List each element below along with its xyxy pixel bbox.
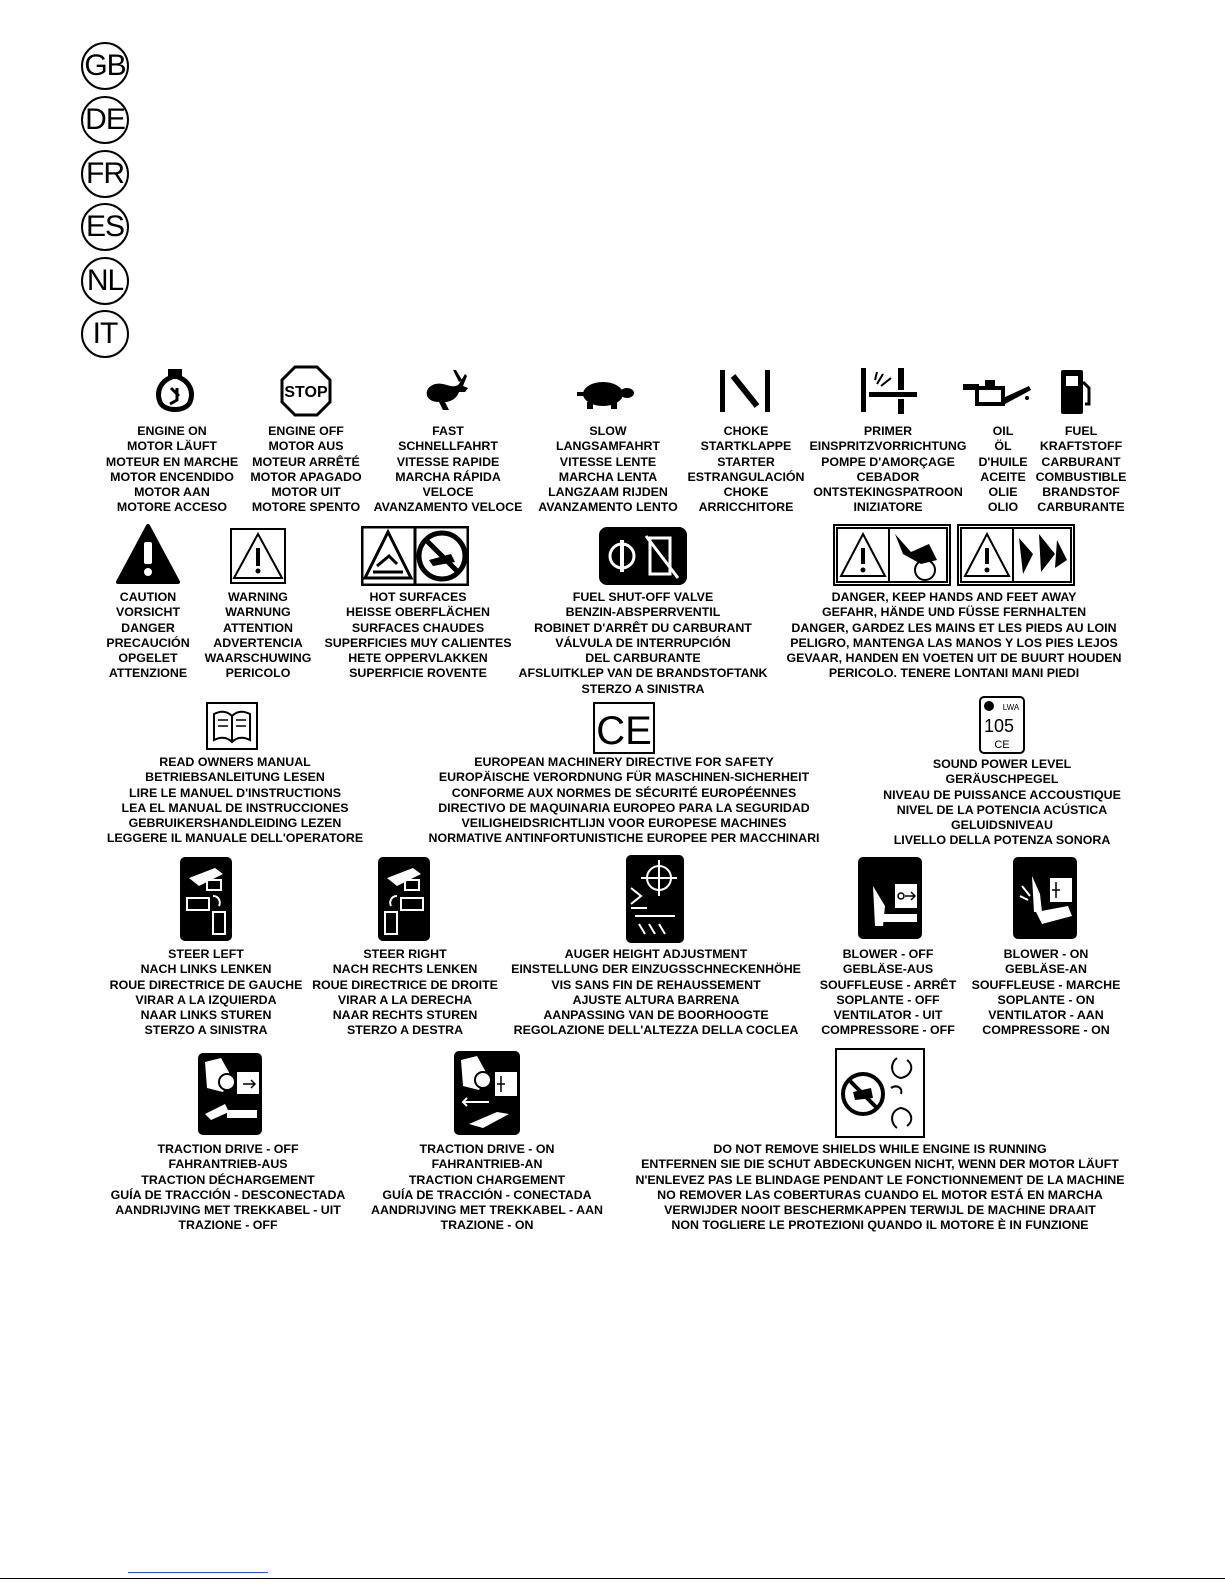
footer-divider	[0, 1578, 1225, 1579]
stop-sign-text: STOP	[284, 384, 328, 401]
label-steer-right: STEER RIGHT NACH RECHTS LENKEN ROUE DIRECTRICE DE DROITE VIRAR A LA DERECHA NAAR RECHTS STUREN STERZO A DESTRA	[312, 947, 498, 1038]
label-auger-height: AUGER HEIGHT ADJUSTMENT EINSTELLUNG DER EINZUGSSCHNECKENHÖHE VIS SANS FIN DE REHAUSSEMENT AJUSTE ALTURA BARRENA AANPASSING VAN DE BOORHOOGTE REGOLAZIONE DELL'ALTEZZA DELLA COCLEA	[511, 947, 801, 1038]
keep-hands-feet-away-icon	[833, 524, 1075, 586]
choke-icon	[717, 368, 773, 414]
stop-sign-icon	[279, 364, 333, 418]
auger-height-icon	[625, 854, 685, 944]
blower-off-icon	[857, 856, 923, 940]
label-do-not-remove-shields: DO NOT REMOVE SHIELDS WHILE ENGINE IS RUNNING ENTFERNEN SIE DIE SCHUT ABDECKUNGEN NICHT, WENN DER MOTOR LÄUFT N'ENLEVEZ PAS LE BLINDAGE PENDANT LE FONCTIONNEMENT DE LA MACHINE NO REMOVER LAS COBERTURAS CUANDO EL MOTOR ESTÁ EN MARCHA VERWIJDER NOOIT BESCHERMKAPPEN TERWIJL DE MACHINE DRAAIT NON TOGLIERE LE PROTEZIONI QUANDO IL MOTORE È IN FUNZIONE	[635, 1142, 1125, 1233]
hot-surfaces-icon	[361, 526, 469, 586]
primer-icon	[855, 366, 921, 416]
lang-badge-gb: GB	[81, 42, 129, 90]
lang-badge-fr: FR	[81, 150, 129, 198]
owners-manual-icon	[206, 702, 258, 750]
label-fuel-valve: FUEL SHUT-OFF VALVE BENZIN-ABSPERRVENTIL ROBINET D'ARRÊT DU CARBURANT VÁLVULA DE INTERRUPCIÓN DEL CARBURANTE AFSLUITKLEP VAN DE BRANDSTOFTANK STERZO A SINISTRA	[518, 590, 768, 696]
sound-power-icon	[979, 696, 1025, 754]
label-warning: WARNING WARNUNG ATTENTION ADVERTENCIA WAARSCHUWING PERICOLO	[204, 590, 312, 681]
lang-badge-es: ES	[81, 203, 129, 251]
label-keep-hands-feet-away: DANGER, KEEP HANDS AND FEET AWAY GEFAHR, HÄNDE UND FÜSSE FERNHALTEN DANGER, GARDEZ LES MAINS ET LES PIEDS AU LOIN PELIGRO, MANTENGA LAS MANOS Y LOS PIES LEJOS GEVAAR, HANDEN EN VOETEN UIT DE BUURT HOUDEN PERICOLO. TENERE LONTANI MANI PIEDI	[786, 590, 1122, 681]
engine-on-icon	[150, 366, 200, 418]
fuel-valve-icon	[598, 526, 688, 586]
sound-power-ce: CE	[994, 739, 1010, 751]
ce-mark-icon	[593, 702, 655, 754]
label-slow: SLOW LANGSAMFAHRT VITESSE LENTE MARCHA LENTA LANGZAAM RIJDEN AVANZAMENTO LENTO	[538, 424, 678, 515]
label-steer-left: STEER LEFT NACH LINKS LENKEN ROUE DIRECTRICE DE GAUCHE VIRAR A LA IZQUIERDA NAAR LINKS STUREN STERZO A SINISTRA	[109, 947, 303, 1038]
label-caution: CAUTION VORSICHT DANGER PRECAUCIÓN OPGELET ATTENZIONE	[106, 590, 190, 681]
footer-link-underline	[128, 1572, 268, 1573]
oil-can-icon	[961, 378, 1033, 414]
steer-left-icon	[179, 856, 233, 942]
ce-mark-text: CE	[596, 709, 652, 753]
label-sound-power: SOUND POWER LEVEL GERÄUSCHPEGEL NIVEAU DE PUISSANCE ACCOUSTIQUE NIVEL DE LA POTENCIA ACÚSTICA GELUIDSNIVEAU LIVELLO DELLA POTENZA SONORA	[883, 757, 1121, 848]
label-primer: PRIMER EINSPRITZVORRICHTUNG POMPE D'AMORÇAGE CEBADOR ONTSTEKINGSPATROON INIZIATORE	[809, 424, 967, 515]
label-oil: OIL ÖL D'HUILE ACEITE OLIE OLIO	[978, 424, 1028, 515]
label-owners-manual: READ OWNERS MANUAL BETRIEBSANLEITUNG LESEN LIRE LE MANUEL D'INSTRUCTIONS LEA EL MANUAL DE INSTRUCCIONES GEBRUIKERSHANDLEIDING LEZEN LEGGERE IL MANUALE DELL'OPERATORE	[106, 755, 364, 846]
lang-badge-nl: NL	[81, 257, 129, 305]
traction-drive-off-icon	[197, 1052, 263, 1136]
traction-drive-on-icon	[453, 1050, 521, 1136]
label-fast: FAST SCHNELLFAHRT VITESSE RAPIDE MARCHA RÁPIDA VELOCE AVANZAMENTO VELOCE	[373, 424, 523, 515]
label-choke: CHOKE STARTKLAPPE STARTER ESTRANGULACIÓN CHOKE ARRICCHITORE	[687, 424, 805, 515]
label-ce-directive: EUROPEAN MACHINERY DIRECTIVE FOR SAFETY EUROPÄISCHE VERORDNUNG FÜR MASCHINEN-SICHERHEIT CONFORME AUX NORMES DE SÉCURITÉ EUROPÉENNES DIRECTIVO DE MAQUINARIA EUROPEO PARA LA SEGURIDAD VEILIGHEIDSRICHTLIJN VOOR EUROPESE MACHINES NORMATIVE ANTINFORTUNISTICHE EUROPEE PER MACCHINARI	[428, 755, 820, 846]
label-fuel: FUEL KRAFTSTOFF CARBURANT COMBUSTIBLE BRANDSTOF CARBURANTE	[1035, 424, 1127, 515]
label-blower-on: BLOWER - ON GEBLÄSE-AN SOUFFLEUSE - MARCHE SOPLANTE - ON VENTILATOR - AAN COMPRESSORE - ON	[971, 947, 1121, 1038]
caution-triangle-icon	[116, 524, 180, 586]
sound-power-sub: LWA	[1002, 703, 1020, 712]
steer-right-icon	[377, 856, 431, 942]
label-engine-off: ENGINE OFF MOTOR AUS MOTEUR ARRÊTÉ MOTOR APAGADO MOTOR UIT MOTORE SPENTO	[250, 424, 362, 515]
sound-power-value: 105	[983, 716, 1015, 736]
rabbit-icon	[421, 368, 471, 414]
label-hot-surfaces: HOT SURFACES HEISSE OBERFLÄCHEN SURFACES CHAUDES SUPERFICIES MUY CALIENTES HETE OPPERVLAKKEN SUPERFICIE ROVENTE	[324, 590, 512, 681]
warning-triangle-icon	[230, 528, 286, 584]
fuel-pump-icon	[1055, 368, 1095, 416]
label-traction-on: TRACTION DRIVE - ON FAHRANTRIEB-AN TRACTION CHARGEMENT GUÍA DE TRACCIÓN - CONECTADA AANDRIJVING MET TREKKABEL - AAN TRAZIONE - ON	[371, 1142, 603, 1233]
lang-badge-de: DE	[81, 96, 129, 144]
lang-badge-it: IT	[81, 310, 129, 358]
label-traction-off: TRACTION DRIVE - OFF FAHRANTRIEB-AUS TRACTION DÉCHARGEMENT GUÍA DE TRACCIÓN - DESCONECTADA AANDRIJVING MET TREKKABEL - UIT TRAZIONE - OFF	[110, 1142, 346, 1233]
label-engine-on: ENGINE ON MOTOR LÄUFT MOTEUR EN MARCHE MOTOR ENCENDIDO MOTOR AAN MOTORE ACCESO	[105, 424, 239, 515]
label-blower-off: BLOWER - OFF GEBLÄSE-AUS SOUFFLEUSE - ARRÊT SOPLANTE - OFF VENTILATOR - UIT COMPRESSORE - OFF	[819, 947, 957, 1038]
blower-on-icon	[1012, 856, 1078, 940]
turtle-icon	[571, 378, 635, 410]
do-not-remove-shields-icon	[835, 1048, 925, 1138]
